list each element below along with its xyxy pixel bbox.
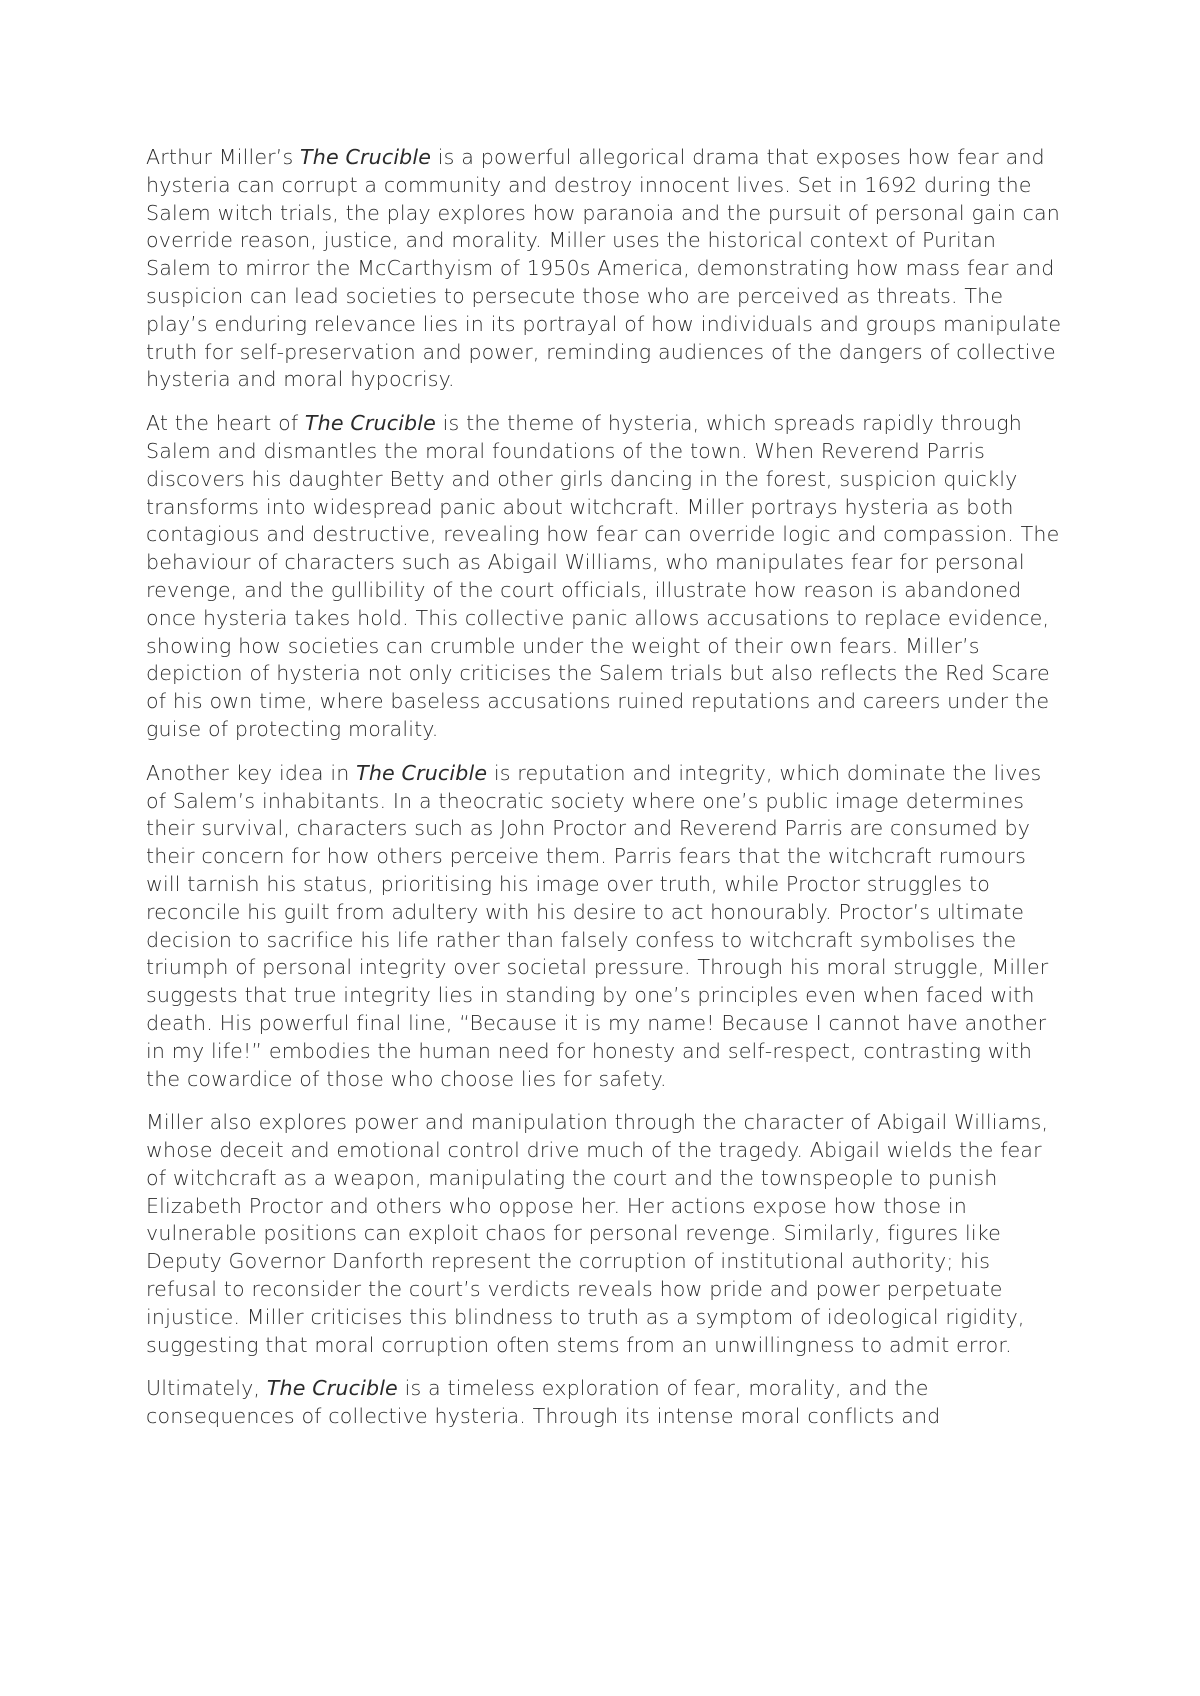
- paragraph-conclusion: [146, 1375, 1064, 1431]
- play-title: The Crucible: [266, 1376, 398, 1401]
- paragraph-text: At the heart of: [146, 411, 305, 436]
- paragraph-text: is a timeless exploration of fear, morality, and the consequences of collective hysteria. Through its intense moral conflicts and: [146, 1376, 941, 1429]
- paragraph-text: is the theme of hysteria, which spreads rapidly through Salem and dismantles the moral foundations of the town. When Reverend Parris discovers his daughter Betty and other girls dancing in the forest, suspicion quickly transforms into widespread panic about witchcraft. Miller portrays hysteria as both contagious and destructive, revealing how fear can override logic and compassion. The behaviour of characters such as Abigail Williams, who manipulates fear for personal revenge, and the gullibility of the court officials, illustrate how reason is abandoned once hysteria takes hold. This collective panic allows accusations to replace evidence, showing how societies can crumble under the weight of their own fears. Miller’s depiction of hysteria not only criticises the Salem trials but also reflects the Red Scare of his own time, where baseless accusations ruined reputations and careers under the guise of protecting morality.: [146, 411, 1060, 741]
- paragraph-power: [146, 1109, 1064, 1359]
- paragraph-text: Miller also explores power and manipulation through the character of Abigail Williams, whose deceit and emotional control drive much of the tragedy. Abigail wields the fear of witchcraft as a weapon, manipulating the court and the townspeople to punish Elizabeth Proctor and others who oppose her. Her actions expose how those in vulnerable positions can exploit chaos for personal revenge. Similarly, figures like Deputy Governor Danforth represent the corruption of institutional authority; his refusal to reconsider the court’s verdicts reveals how pride and power perpetuate injustice. Miller criticises this blindness to truth as a symptom of ideological rigidity, suggesting that moral corruption often stems from an unwillingness to admit error.: [146, 1110, 1049, 1357]
- document-body: [146, 144, 1064, 1447]
- play-title: The Crucible: [304, 411, 436, 436]
- paragraph-hysteria: [146, 410, 1064, 744]
- paragraph-text: is reputation and integrity, which dominate the lives of Salem’s inhabitants. In a theocratic society where one’s public image determines their survival, characters such as John Proctor and Reverend Parris are consumed by their concern for how others perceive them. Parris fears that the witchcraft rumours will tarnish his status, prioritising his image over truth, while Proctor struggles to reconcile his guilt from adultery with his desire to act honourably. Proctor’s ultimate decision to sacrifice his life rather than falsely confess to witchcraft symbolises the triumph of personal integrity over societal pressure. Through his moral struggle, Miller suggests that true integrity lies in standing by one’s principles even when faced with death. His powerful final line, “Because it is my name! Because I cannot have another in my life!” embodies the human need for honesty and self-respect, contrasting with the cowardice of those who choose lies for safety.: [146, 760, 1049, 1091]
- paragraph-text: Another key idea in: [146, 760, 357, 785]
- paragraph-text: is a powerful allegorical drama that exposes how fear and hysteria can corrupt a community and destroy innocent lives. Set in 1692 during the Salem witch trials, the play explores how paranoia and the pursuit of personal gain can override reason, justice, and morality. Miller uses the historical context of Puritan Salem to mirror the McCarthyism of 1950s America, demonstrating how mass fear and suspicion can lead societies to persecute those who are perceived as threats. The play’s enduring relevance lies in its portrayal of how individuals and groups manipulate truth for self-preservation and power, reminding audiences of the dangers of collective hysteria and moral hypocrisy.: [146, 145, 1062, 392]
- paragraph-reputation: [146, 760, 1064, 1094]
- paragraph-introduction: [146, 144, 1064, 394]
- play-title: The Crucible: [356, 760, 488, 785]
- paragraph-text: Arthur Miller’s: [146, 145, 301, 169]
- play-title: The Crucible: [300, 145, 432, 169]
- paragraph-text: Ultimately,: [146, 1376, 267, 1401]
